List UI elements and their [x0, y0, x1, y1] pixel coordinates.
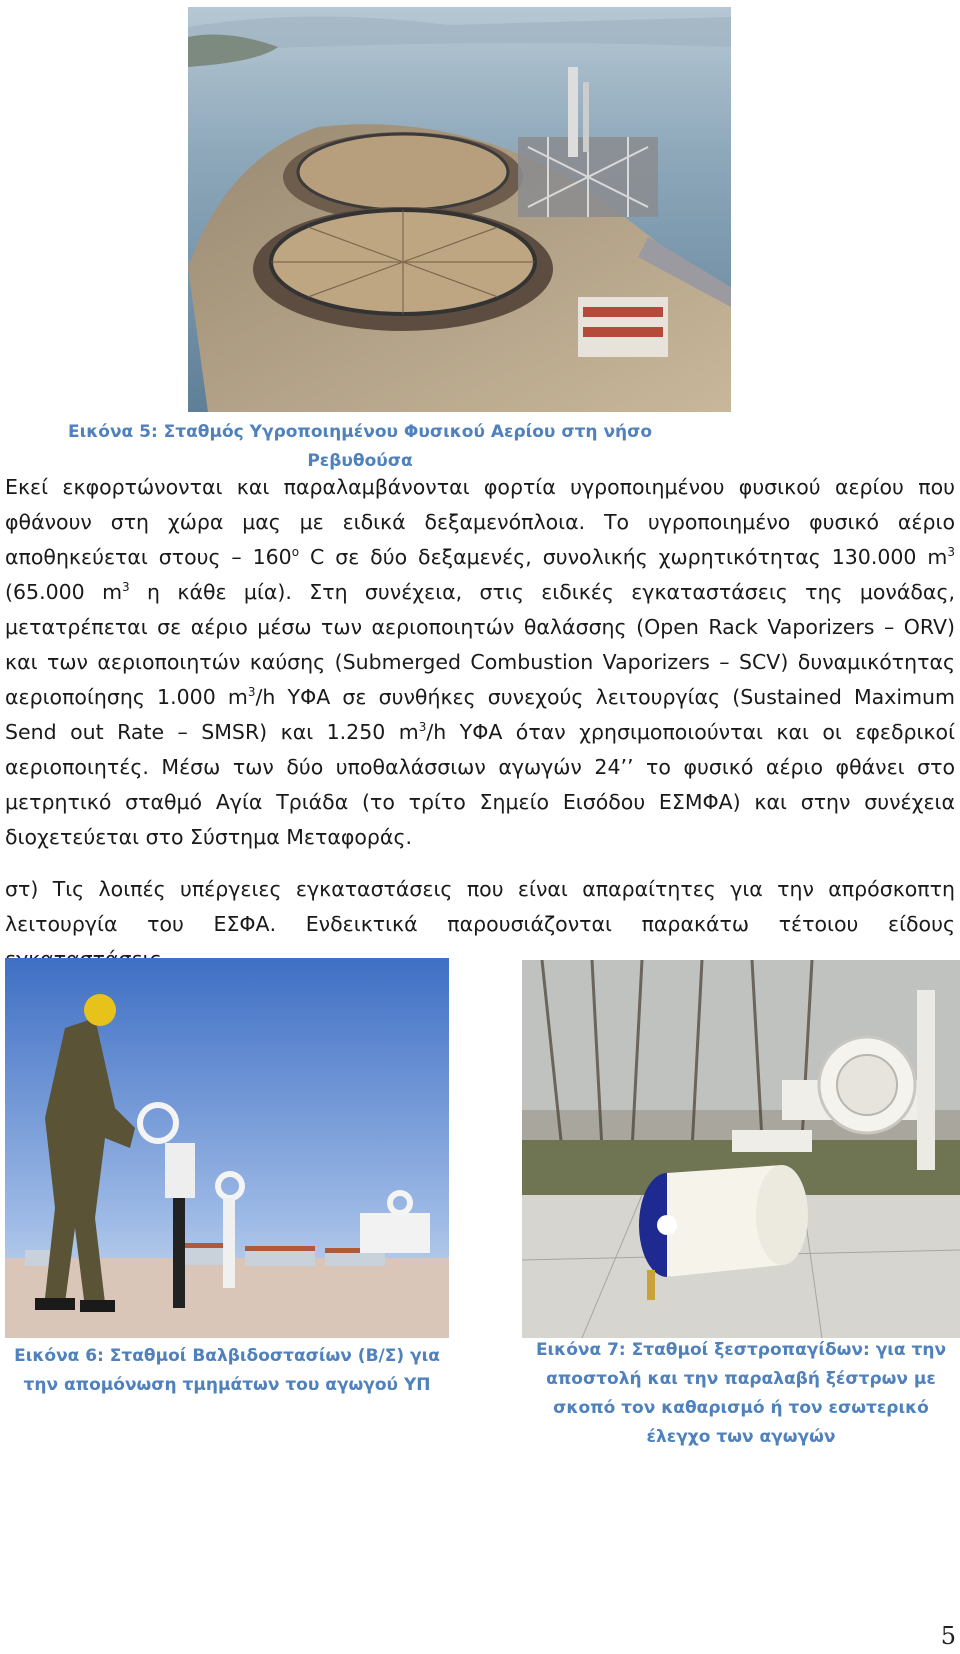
- degree-superscript: o: [291, 545, 300, 560]
- paragraph-1-text-b: C σε δύο δεξαμενές, συνολικής χωρητικότητας 130.000 m: [299, 545, 948, 569]
- cubic-superscript-1: 3: [947, 545, 956, 560]
- paragraph-1-text-c: (65.000 m: [5, 580, 123, 604]
- lng-terminal-photo: [188, 7, 731, 412]
- paragraph-lng-description: [5, 470, 955, 855]
- figure-5-caption: Εικόνα 5: Σταθμός Υγροποιημένου Φυσικού Αερίου στη νήσο Ρεβυθούσα: [67, 422, 653, 471]
- figure-6-caption: Εικόνα 6: Σταθμοί Βαλβιδοστασίων (Β/Σ) για την απομόνωση τμημάτων του αγωγού ΥΠ: [14, 1346, 440, 1395]
- cubic-superscript-4: 3: [418, 720, 427, 735]
- cubic-superscript-3: 3: [247, 685, 256, 700]
- paragraph-1-text-d: η κάθε μία). Στη συνέχεια, στις ειδικές εγκαταστάσεις της μονάδας, μετατρέπεται σε αέριο μέσω των αεριοποιητών θαλάσσης (Open Rack Vaporizers – ORV) και των αεριοποιητών καύσης (Submerged Combustion Vaporizers – SCV) δυναμικότητας αεριοποίησης 1.000 m: [5, 580, 955, 709]
- figure-7-caption: Εικόνα 7: Σταθμοί ξεστροπαγίδων: για την αποστολή και την παραλαβή ξέστρων με σκοπό τον καθαρισμό ή τον εσωτερικό έλεγχο των αγωγών: [535, 1340, 947, 1447]
- valve-station-photo: [5, 958, 449, 1338]
- pig-trap-station-photo: [522, 960, 960, 1338]
- page-number: 5: [940, 1622, 956, 1650]
- paragraph-1-text-f: /h ΥΦΑ όταν χρησιμοποιούνται και οι εφεδρικοί αεριοποιητές. Μέσω των δύο υποθαλάσσιων αγωγών 24’’ το φυσικό αέριο φθάνει στο μετρητικό σταθμό Αγία Τριάδα (το τρίτο Σημείο Εισόδου ΕΣΜΦΑ) και στην συνέχεια διοχετεύεται στο Σύστημα Μεταφοράς.: [5, 720, 956, 849]
- paragraph-1-text-e: /h ΥΦΑ σε συνθήκες συνεχούς λειτουργίας (Sustained Maximum Send out Rate – SMSR) και 1.250 m: [5, 685, 955, 744]
- paragraph-other-facilities: στ) Τις λοιπές υπέργειες εγκαταστάσεις που είναι απαραίτητες για την απρόσκοπτη λειτουργία του ΕΣΦΑ. Ενδεικτικά παρουσιάζονται παρακάτω τέτοιου είδους: [5, 877, 955, 936]
- paragraph-1-text-a: Εκεί εκφορτώνονται και παραλαμβάνονται φορτία υγροποιημένου φυσικού αερίου που φθάνουν στη χώρα μας με ειδικά δεξαμενόπλοια. Το υγροποιημένο φυσικό αέριο αποθηκεύεται στους – 160: [5, 475, 955, 569]
- cubic-superscript-2: 3: [122, 580, 130, 595]
